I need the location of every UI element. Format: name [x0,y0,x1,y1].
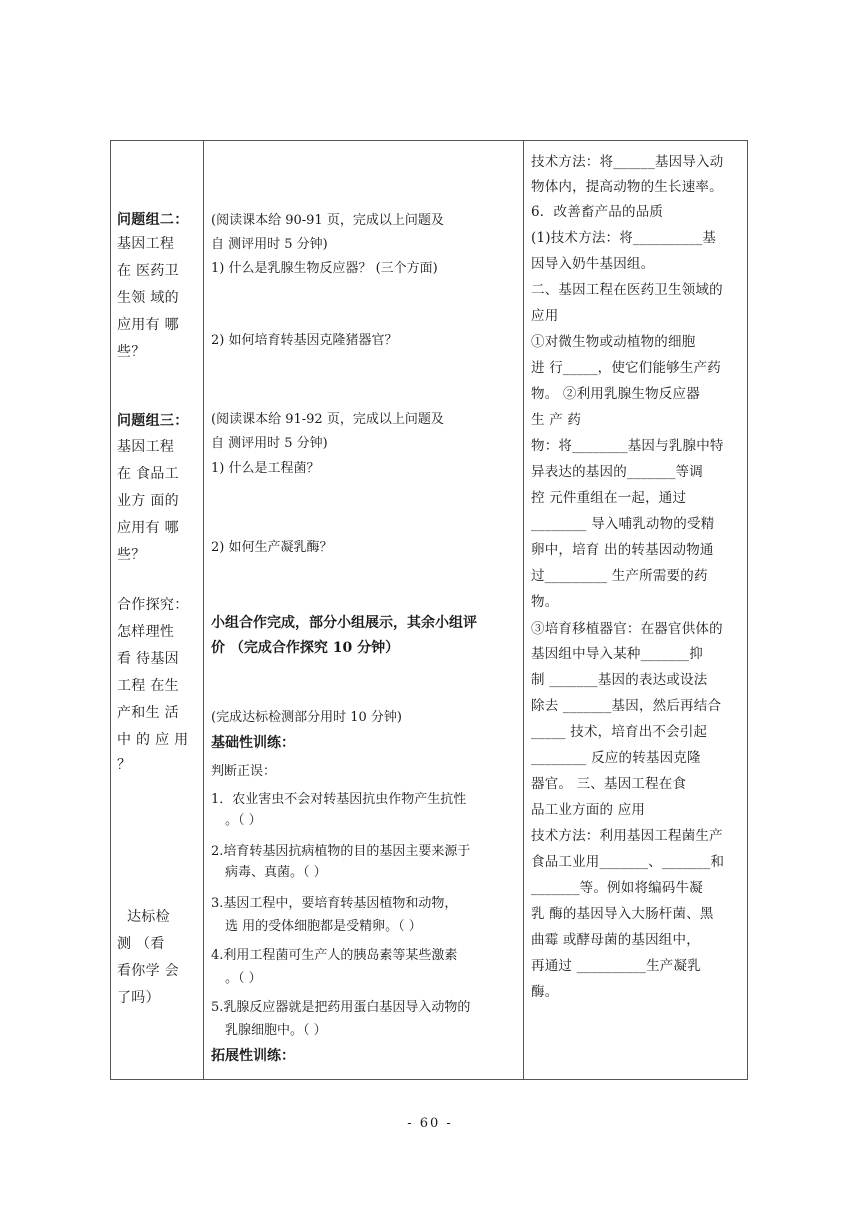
topic-column [117,141,201,1079]
note-line: 技术方法：将______基因导入动 [531,154,724,170]
topic-heading: 问题组三： [117,413,189,429]
note-line: 物体内，提高动物的生长速率。 [531,179,723,195]
notes-column [531,141,743,1079]
column-divider [203,141,204,1079]
topic-line: 看 待基因 [117,651,179,667]
column-divider [523,141,524,1079]
section-heading: 基础性训练： [211,735,295,751]
topic-line: 在 食品工 [117,466,179,482]
reading-instruction: (阅读课本给 90-91 页，完成以上问题及 [211,213,444,228]
exercise-item: 3.基因工程中，要培育转基因植物和动物， [211,896,458,911]
note-line: _____ 技术，培育出不会引起 [531,724,708,740]
note-line: 6．改善畜产品的品质 [531,204,664,220]
note-line: 物：将________基因与乳腺中特 [531,438,724,454]
topic-line: 工程 在生 [117,678,179,694]
topic-line: ？ [117,757,132,773]
topic-line: 产和生 活 [117,705,179,721]
note-line: 乳 酶的基因导入大肠杆菌、黑 [531,906,714,922]
page-number: - 60 - [407,1116,453,1131]
note-line: 过_________ 生产所需要的药 [531,568,708,584]
topic-line: 基因工程 [117,236,175,252]
topic-line: 测 （看 [117,936,165,952]
note-line: ________ 导入哺乳动物的受精 [531,516,715,532]
exercise-item: 。（ ） [225,971,262,986]
reading-instruction: 自 测评用时 5 分钟) [211,237,328,252]
note-line: 器官。 三、基因工程在食 [531,776,687,792]
question: 2) 如何培育转基因克隆猪器官？ [211,333,398,348]
topic-line: 些？ [117,344,146,360]
topic-line: 些？ [117,547,146,563]
topic-line: 怎样理性 [117,624,175,640]
reading-instruction: (阅读课本给 91-92 页，完成以上问题及 [211,412,444,427]
note-line: 控 元件重组在一起，通过 [531,490,687,506]
topic-line: 应用有 哪 [117,520,179,536]
reading-instruction: 自 测评用时 5 分钟) [211,436,328,451]
note-line: 除去 _______基因，然后再结合 [531,698,722,714]
exercise-item: 。（ ） [225,813,262,828]
topic-line: 看你学 会 [117,963,179,979]
exercise-item: 5.乳腺反应器就是把药用蛋白基因导入动物的 [211,1000,471,1015]
note-line: ③培育移植器官：在器官供体的 [531,621,723,637]
note-line: 再通过 __________生产凝乳 [531,958,701,974]
question: 1) 什么是乳腺生物反应器？ (三个方面) [211,261,438,276]
topic-line: 中 的 应 用 [117,732,189,748]
exercise-item: 选 用的受体细胞都是受精卵。（ ） [225,919,422,934]
group-task: 价 （完成合作探究 10 分钟） [211,640,400,656]
note-line: _______等。例如将编码牛凝 [531,880,703,896]
note-line: 基因组中导入某种_______抑 [531,646,703,662]
exercise-item: 病毒、真菌。（ ） [225,865,327,880]
activity-column [211,141,517,1079]
topic-line: 了吗） [117,990,160,1006]
note-line: ①对微生物或动植物的细胞 [531,334,696,350]
note-line: 异表达的基因的_______等调 [531,464,703,480]
topic-line: 业方 面的 [117,493,179,509]
exercise-item: 2.培育转基因抗病植物的目的基因主要来源于 [211,844,471,859]
note-line: 技术方法：利用基因工程菌生产 [531,828,723,844]
topic-heading: 问题组二： [117,212,189,228]
topic-heading: 达标检 [127,909,170,925]
note-line: 曲霉 或酵母菌的基因组中， [531,932,700,948]
note-line: 应用 [531,308,559,324]
note-line: 卵中，培育 出的转基因动物通 [531,542,714,558]
topic-line: 应用有 哪 [117,317,179,333]
note-line: 制 _______基因的表达或设法 [531,672,708,688]
test-instruction: (完成达标检测部分用时 10 分钟) [211,710,402,725]
question: 1) 什么是工程菌？ [211,461,320,476]
topic-line: 基因工程 [117,439,175,455]
exercise-item: 4.利用工程菌可生产人的胰岛素等某些激素 [211,948,458,963]
note-line: 进 行_____，使它们能够生产药 [531,360,721,376]
exercise-item: 乳腺细胞中。（ ） [225,1023,327,1038]
exercise-item: 1．农业害虫不会对转基因抗虫作物产生抗性 [211,792,467,807]
group-task: 小组合作完成，部分小组展示，其余小组评 [211,615,477,631]
content-table [110,140,748,1080]
topic-line: 在 医药卫 [117,263,179,279]
topic-line: 生领 域的 [117,290,179,306]
note-line: 二、基因工程在医药卫生领域的 [531,282,723,298]
note-line: 食品工业用_______、_______和 [531,854,725,870]
note-line: 品工业方面的 应用 [531,802,646,818]
note-line: 物。 ②利用乳腺生物反应器 [531,386,700,402]
note-line: 物。 [531,594,559,610]
section-heading: 拓展性训练： [211,1048,295,1064]
note-line: 因导入奶牛基因组。 [531,256,655,272]
note-line: 生 产 药 [531,412,582,428]
question: 2) 如何生产凝乳酶？ [211,540,333,555]
exercise-prompt: 判断正误： [211,764,277,779]
note-line: (1)技术方法：将__________基 [531,230,717,246]
topic-heading: 合作探究： [117,597,189,613]
note-line: ________ 反应的转基因克隆 [531,750,701,766]
note-line: 酶。 [531,984,559,1000]
